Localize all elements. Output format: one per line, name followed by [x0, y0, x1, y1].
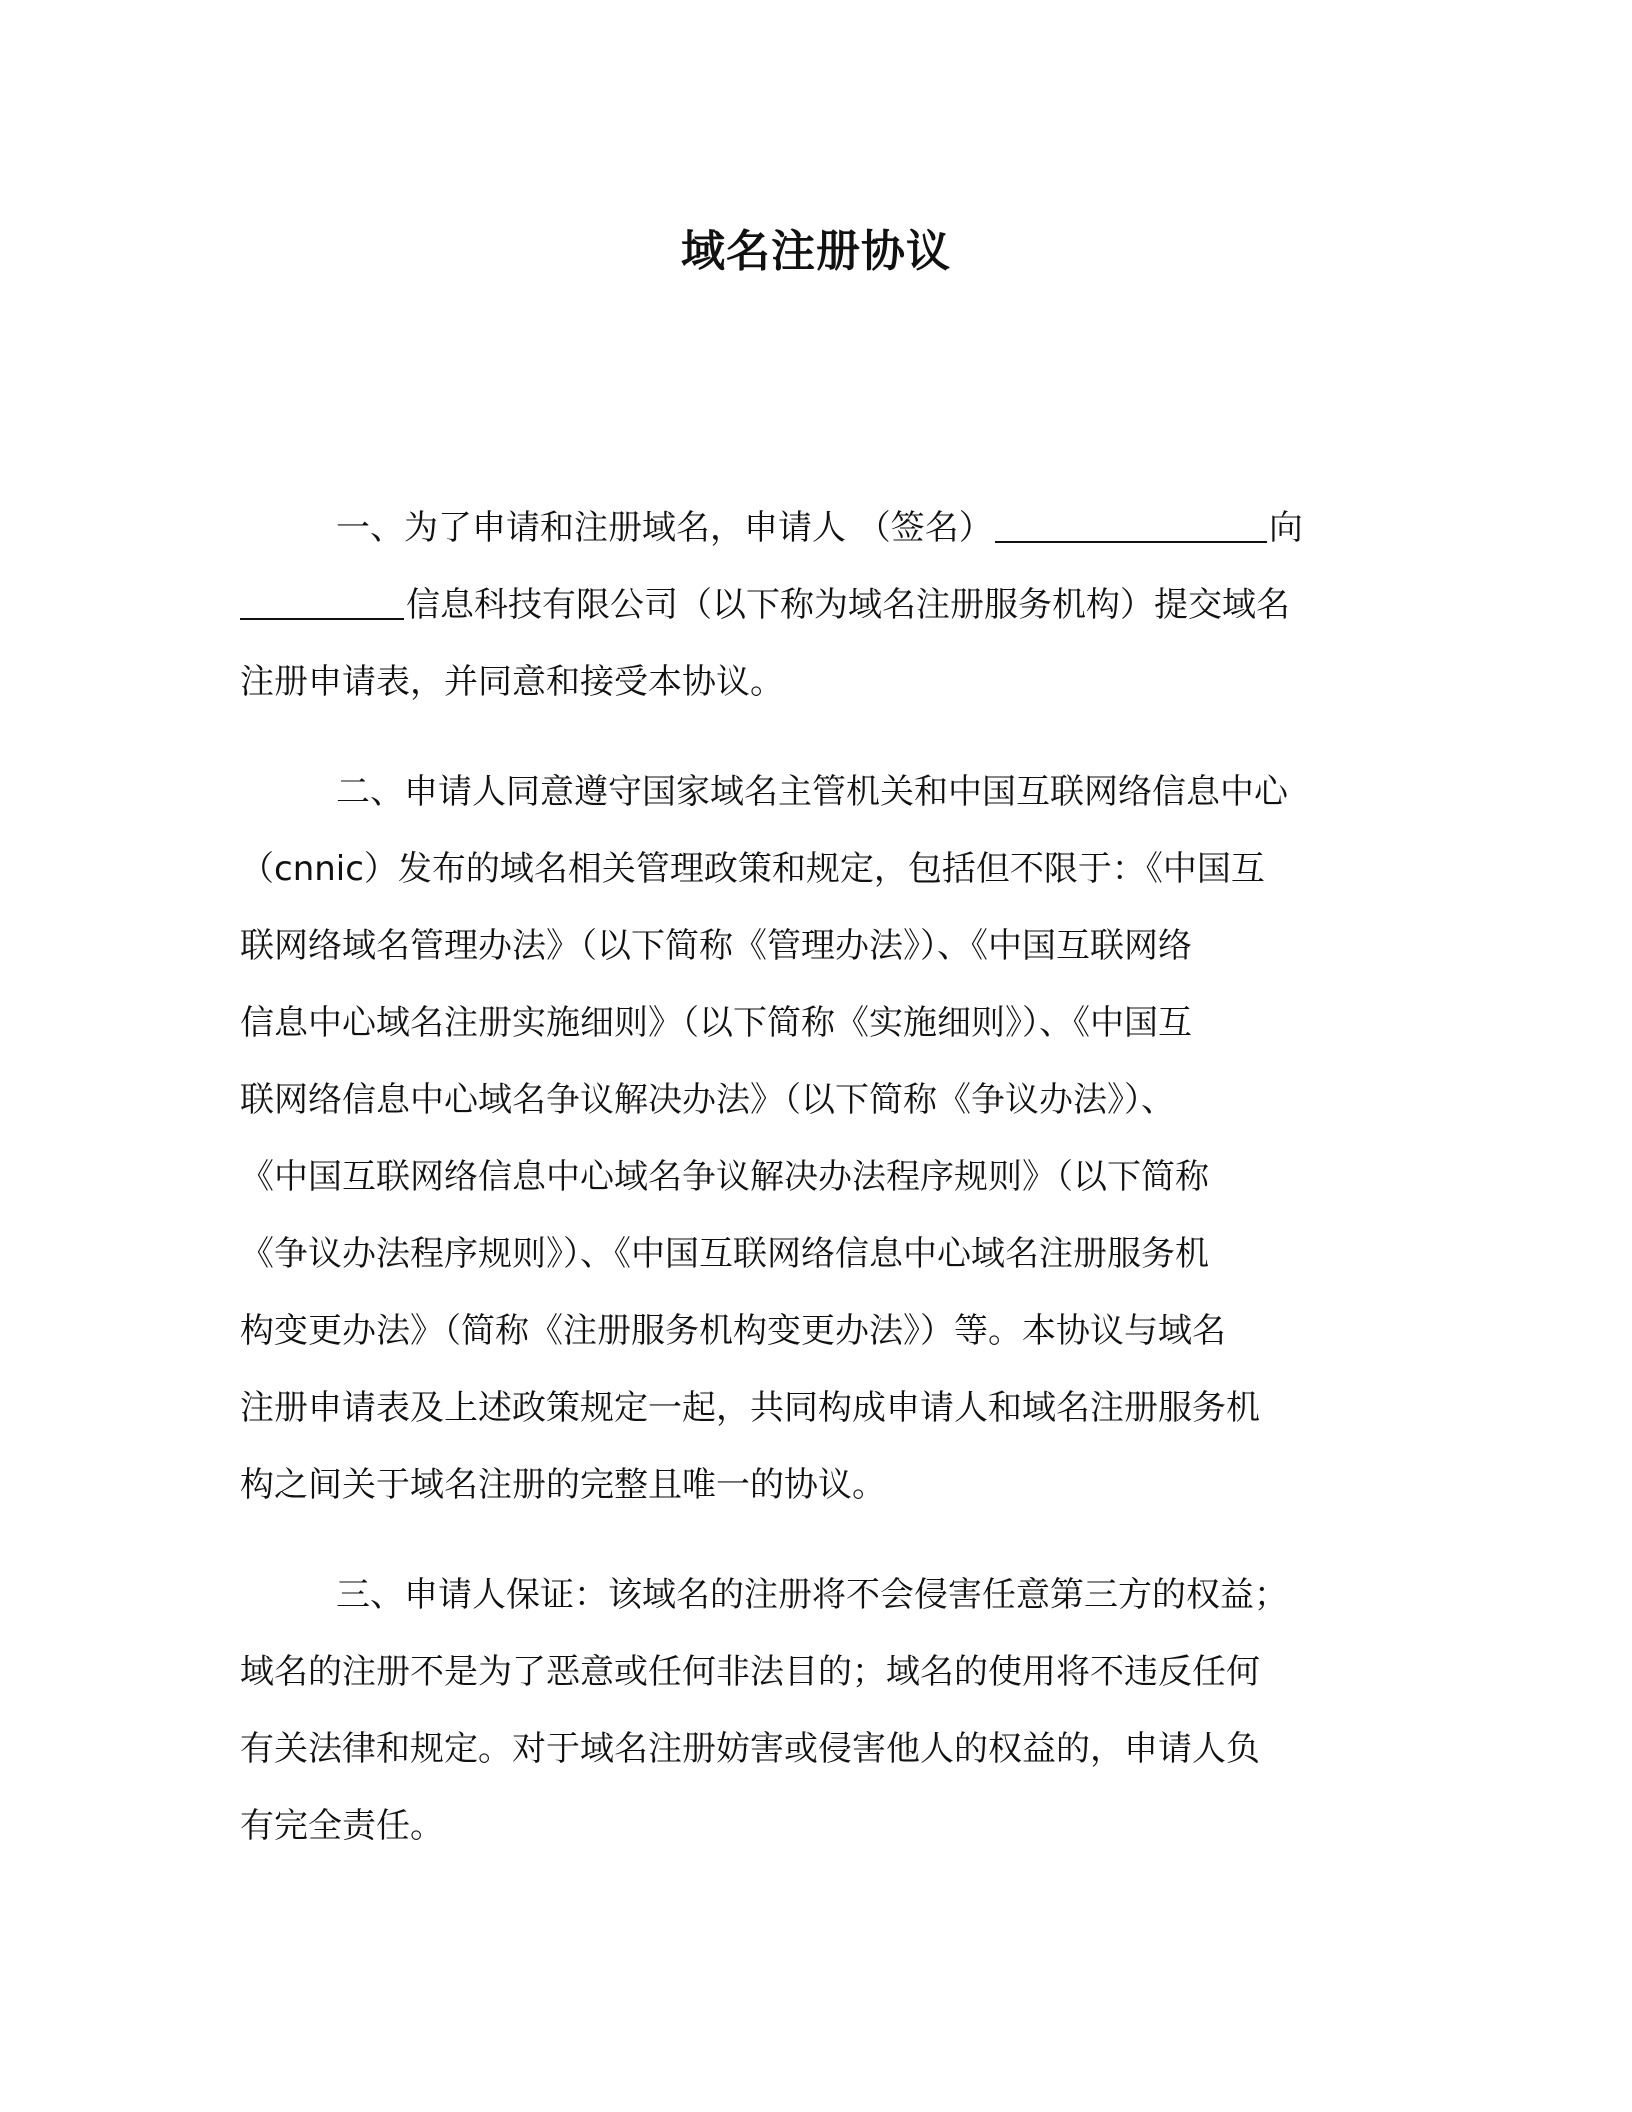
clause-2-line: 《中国互联网络信息中心域名争议解决办法程序规则》（以下简称 [240, 1157, 1209, 1197]
company-name-blank [240, 584, 404, 620]
signature-blank [995, 507, 1267, 543]
clause-3-line: 三、申请人保证：该域名的注册将不会侵害任意第三方的权益； [336, 1575, 1288, 1615]
clause-2-line: 构变更办法》（简称《注册服务机构变更办法》）等。本协议与域名 [240, 1311, 1226, 1351]
clause-2-line: （cnnic）发布的域名相关管理政策和规定，包括但不限于：《中国互 [240, 849, 1265, 889]
clause-2-line: 信息中心域名注册实施细则》（以下简称《实施细则》）、《中国互 [240, 1003, 1192, 1043]
clause-2 [240, 754, 1390, 1524]
clause-2-line: 二、申请人同意遵守国家域名主管机关和中国互联网络信息中心 [336, 772, 1288, 812]
clause-2-line: 联网络域名管理办法》（以下简称《管理办法》）、《中国互联网络 [240, 926, 1192, 966]
clause-1-text-a: 一、为了申请和注册域名，申请人 （签名） [336, 508, 993, 548]
clause-1-text-b: 向 [1268, 508, 1303, 548]
clause-2-line: 联网络信息中心域名争议解决办法》（以下简称《争议办法》）、 [240, 1080, 1175, 1120]
clause-3 [240, 1557, 1390, 1865]
clause-1 [240, 490, 1390, 721]
clause-2-line: 注册申请表及上述政策规定一起，共同构成申请人和域名注册服务机 [240, 1388, 1260, 1428]
clause-2-line: 构之间关于域名注册的完整且唯一的协议。 [240, 1465, 886, 1505]
document-title: 域名注册协议 [681, 226, 951, 277]
clause-3-line: 有完全责任。 [240, 1806, 444, 1846]
clause-1-line-3: 注册申请表，并同意和接受本协议。 [240, 662, 784, 702]
clause-3-line: 域名的注册不是为了恶意或任何非法目的；域名的使用将不违反任何 [240, 1652, 1260, 1692]
clause-1-text-c: 信息科技有限公司（以下称为域名注册服务机构）提交域名 [406, 585, 1290, 625]
clause-3-line: 有关法律和规定。对于域名注册妨害或侵害他人的权益的，申请人负 [240, 1729, 1260, 1769]
clause-1-line-2 [240, 567, 1390, 644]
clause-2-line: 《争议办法程序规则》）、《中国互联网络信息中心域名注册服务机 [240, 1234, 1209, 1274]
document-body [240, 490, 1390, 1865]
clause-1-line-1 [240, 490, 1390, 567]
